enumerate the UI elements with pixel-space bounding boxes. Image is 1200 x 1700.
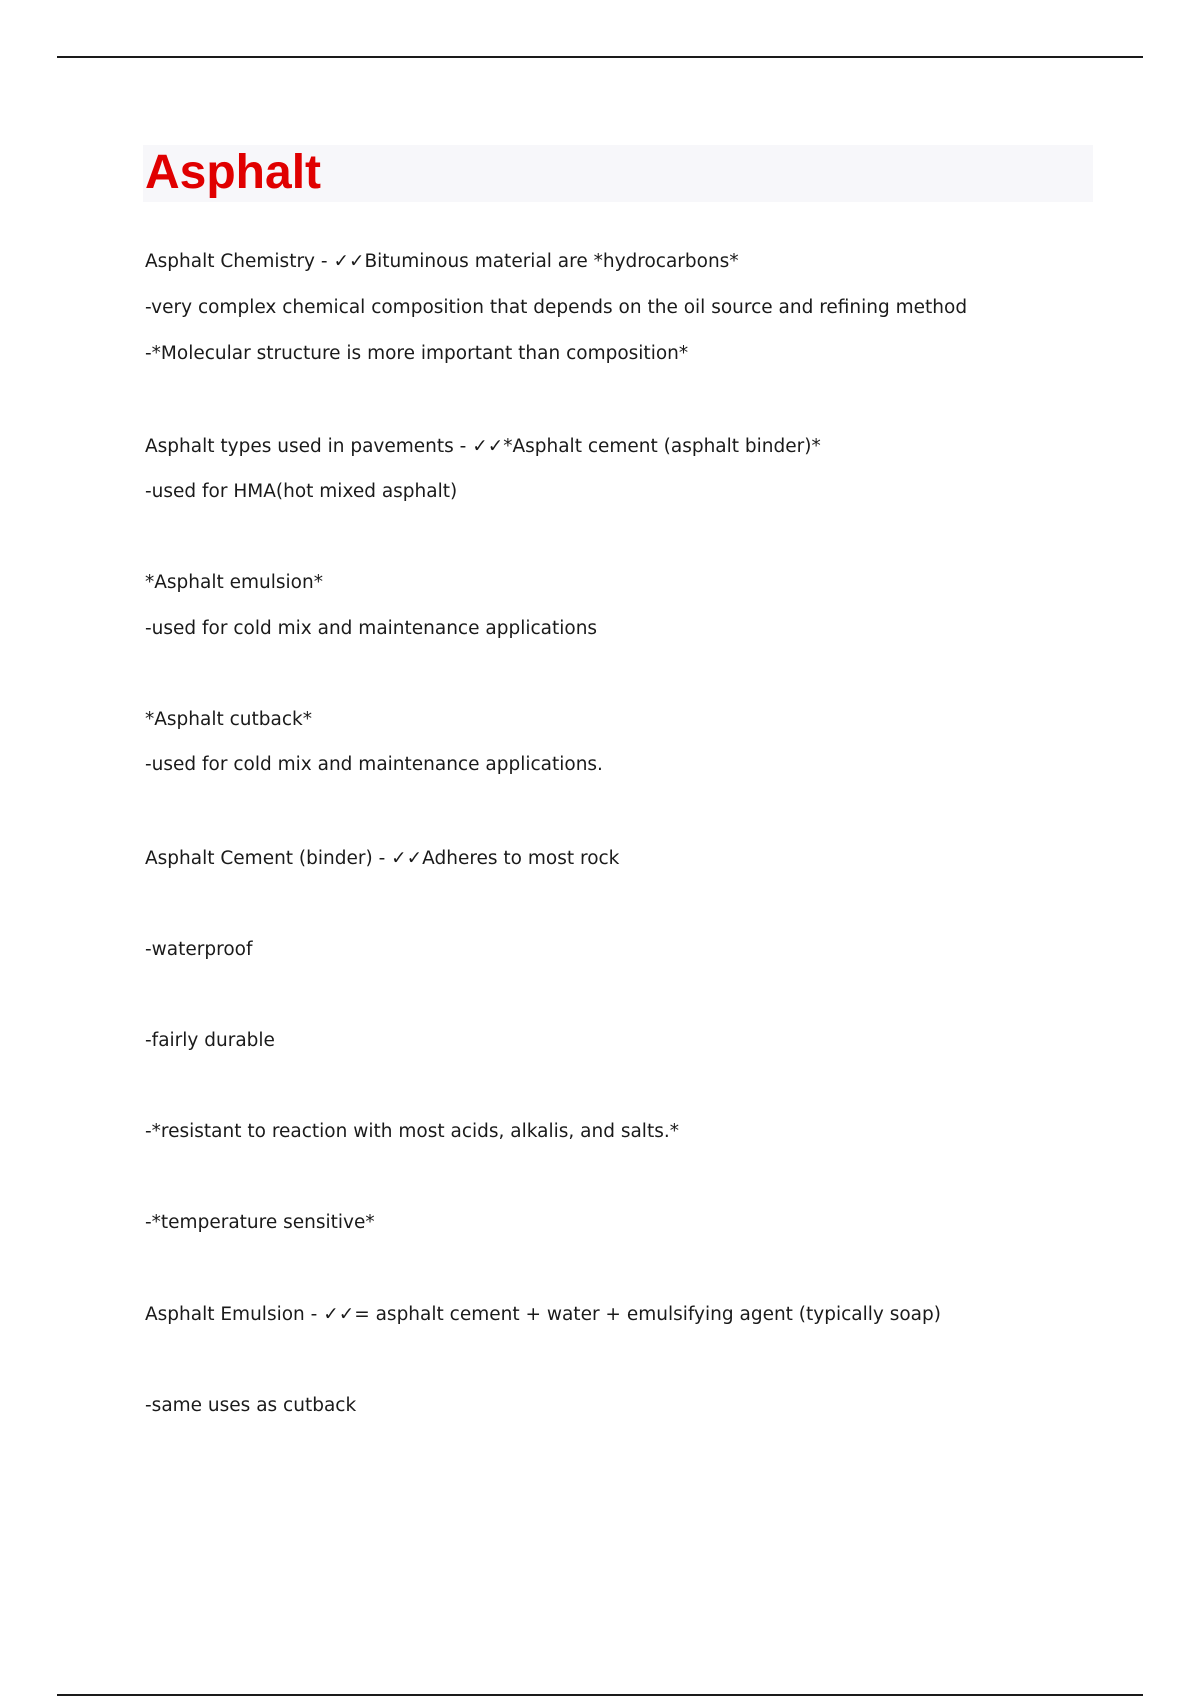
definition-line: *Asphalt emulsion* <box>145 572 323 593</box>
definition-line: -used for HMA(hot mixed asphalt) <box>145 481 458 502</box>
definition-line: -fairly durable <box>145 1030 275 1051</box>
term-asphalt-cement: Asphalt Cement (binder) - ✓✓Adheres to most rock <box>145 848 620 869</box>
term-asphalt-chemistry: Asphalt Chemistry - ✓✓Bituminous material are *hydrocarbons* <box>145 251 739 272</box>
definition-line: -*Molecular structure is more important than composition* <box>145 343 689 364</box>
definition-line: -same uses as cutback <box>145 1395 357 1416</box>
footer-rule <box>57 1694 1143 1696</box>
definition-line: -used for cold mix and maintenance applications <box>145 618 598 639</box>
page-title: Asphalt <box>145 146 322 199</box>
term-asphalt-emulsion: Asphalt Emulsion - ✓✓= asphalt cement + water + emulsifying agent (typically soap) <box>145 1304 941 1325</box>
definition-line: -used for cold mix and maintenance applications. <box>145 754 603 775</box>
definition-line: -*resistant to reaction with most acids, alkalis, and salts.* <box>145 1121 679 1142</box>
term-asphalt-types: Asphalt types used in pavements - ✓✓*Asphalt cement (asphalt binder)* <box>145 436 821 457</box>
definition-line: -*temperature sensitive* <box>145 1212 375 1233</box>
definition-line: *Asphalt cutback* <box>145 709 312 730</box>
definition-line: -very complex chemical composition that depends on the oil source and refining method <box>145 297 968 318</box>
header-rule <box>57 56 1143 58</box>
definition-line: -waterproof <box>145 939 253 960</box>
